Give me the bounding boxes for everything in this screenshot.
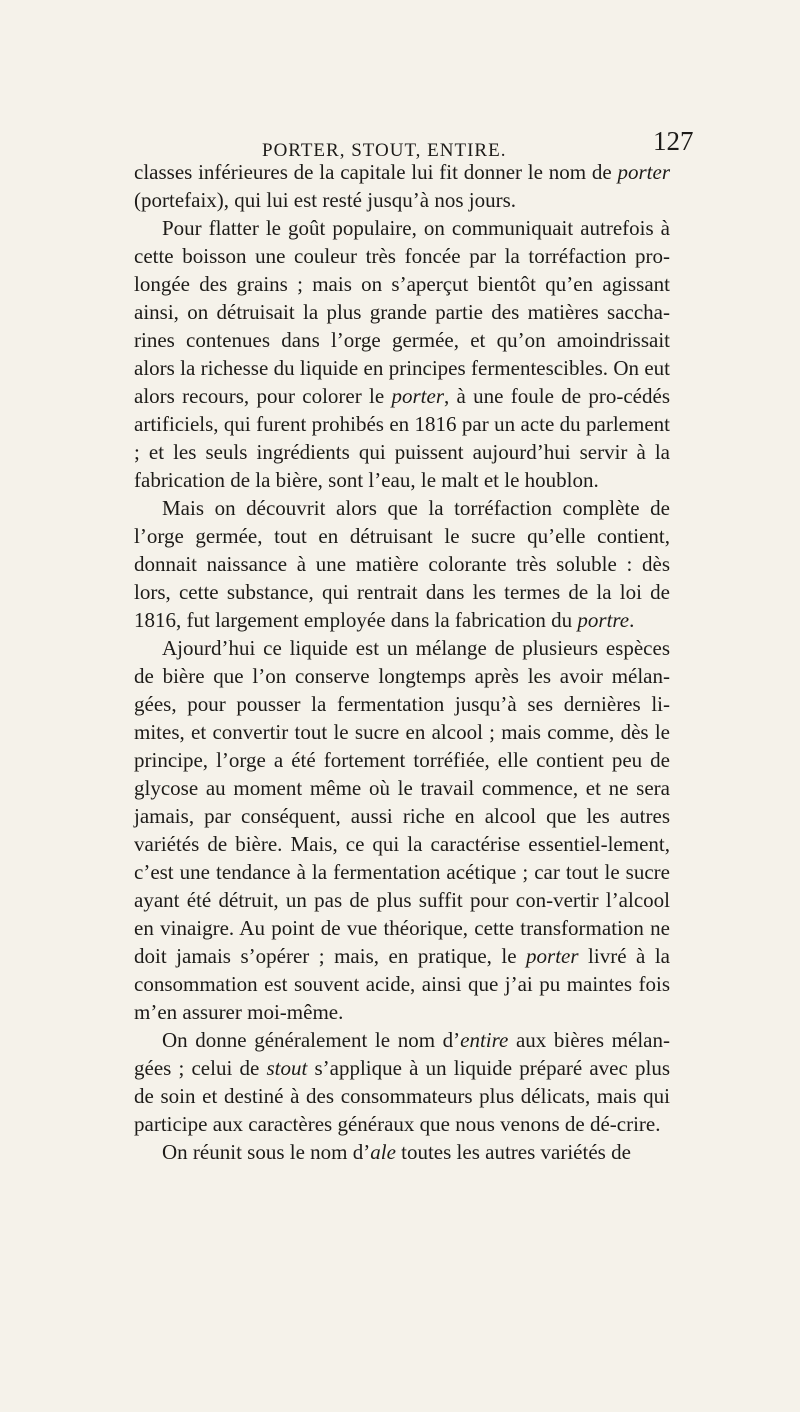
paragraph-3	[134, 494, 670, 634]
text-run: Ajourd’hui ce liquide est un mélange de plusieurs espèces de bière que l’on conserve longtemps après les avoir mélan-gées, pour pousser la fermentation jusqu’à ses dernières li-mites, et convertir tout le sucre en alcool ; mais comme, dès le principe, l’orge a été fortement torréfiée, elle contient peu de glycose au moment même où le travail commence, et ne sera jamais, par conséquent, aussi riche en alcool que les autres variétés de bière. Mais, ce qui la caractérise essentiel-lement, c’est une tendance à la fermentation acétique ; car tout le sucre ayant été détruit, un pas de plus suffit pour con-vertir l’alcool en vinaigre. Au point de vue théorique, cette transformation ne doit jamais s’opérer ; mais, en pratique, le	[134, 636, 670, 968]
text-run: Mais on découvrit alors que la torréfaction complète de l’orge germée, tout en détruisant le sucre qu’elle contient, donnait naissance à une matière colorante très soluble : dès lors, cette substance, qui rentrait dans les termes de la loi de 1816, fut largement employée dans la fabrication du	[134, 496, 670, 632]
italic-term: porter	[391, 384, 444, 408]
text-run: (portefaix), qui lui est resté jusqu’à nos jours.	[134, 188, 516, 212]
paragraph-6	[134, 1138, 670, 1166]
paragraph-5	[134, 1026, 670, 1138]
paragraph-4	[134, 634, 670, 1026]
italic-term: portre	[577, 608, 630, 632]
text-run: On donne généralement le nom d’	[162, 1028, 461, 1052]
italic-term: porter	[526, 944, 579, 968]
italic-term: stout	[266, 1056, 308, 1080]
paragraph-1	[134, 158, 670, 214]
text-run: classes inférieures de la capitale lui fit donner le nom de	[134, 160, 618, 184]
text-run: aux bières mélan-gées ; celui de	[134, 1028, 670, 1080]
page-header	[0, 116, 800, 160]
text-run: , à une foule de pro-cédés artificiels, qui furent prohibés en 1816 par un acte du parlement ; et les seuls ingrédients qui puissent aujourd’hui servir à la fabrication de la bière, sont l’eau, le malt et le houblon.	[134, 384, 670, 492]
text-run: On réunit sous le nom d’	[162, 1140, 371, 1164]
text-run: toutes les autres variétés de	[395, 1140, 631, 1164]
italic-term: porter	[617, 160, 670, 184]
text-run: s’applique à un liquide préparé avec plus de soin et destiné à des consommateurs plus délicats, mais qui participe aux caractères généraux que nous venons de dé-crire.	[134, 1056, 670, 1136]
running-head: PORTER, STOUT, ENTIRE.	[262, 140, 507, 161]
body-text	[134, 158, 670, 1166]
italic-term: entire	[460, 1028, 509, 1052]
page-number: 127	[653, 126, 694, 156]
text-run: livré à la consommation est souvent acide, ainsi que j’ai pu maintes fois m’en assurer moi-même.	[134, 944, 670, 1024]
text-run: Pour flatter le goût populaire, on communiquait autrefois à cette boisson une couleur très foncée par la torréfaction pro-longée des grains ; mais on s’aperçut bientôt qu’en agissant ainsi, on détruisait la plus grande partie des matières saccha-rines contenues dans l’orge germée, et qu’on amoindrissait alors la richesse du liquide en principes fermentescibles. On eut alors recours, pour colorer le	[134, 216, 670, 408]
paragraph-2	[134, 214, 670, 494]
text-run: .	[629, 608, 635, 632]
italic-term: ale	[370, 1140, 396, 1164]
